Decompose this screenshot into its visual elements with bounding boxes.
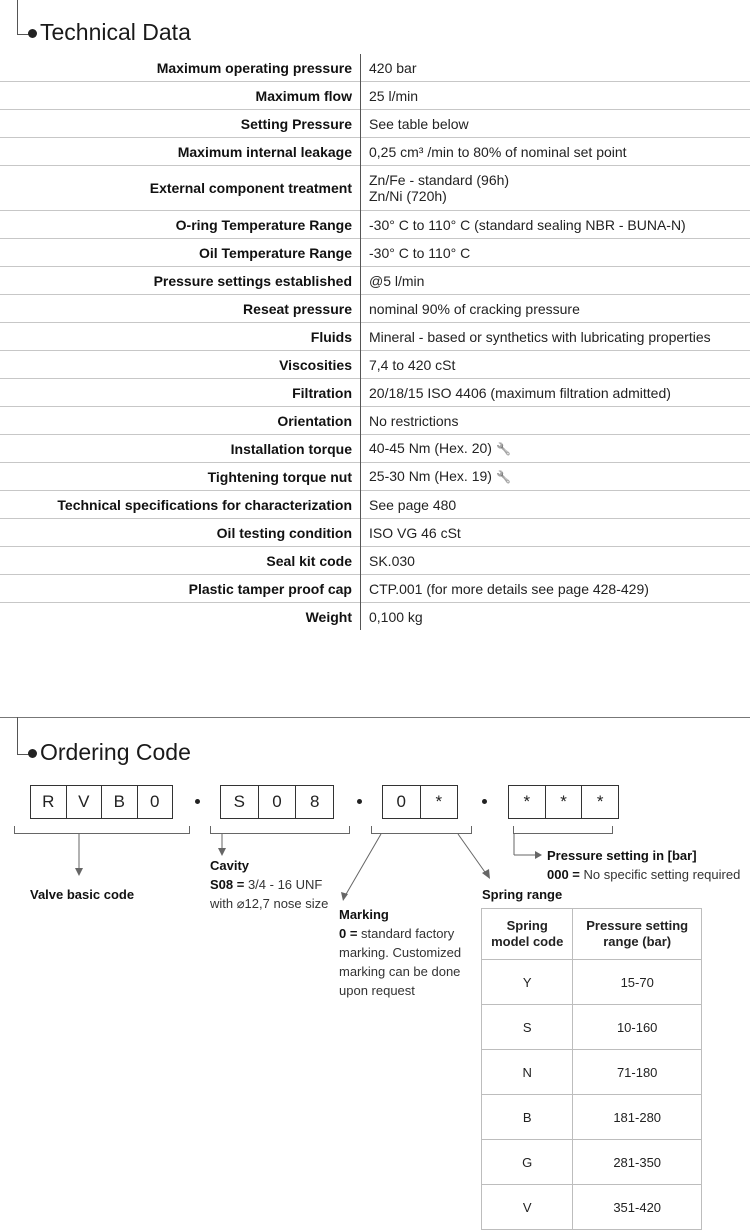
tech-value-text: Zn/Ni (720h) xyxy=(369,188,447,204)
pressure-range: 10-160 xyxy=(573,1005,702,1050)
code-char: 0 xyxy=(383,786,420,818)
tech-label: Filtration xyxy=(0,379,361,407)
pressure-range: 281-350 xyxy=(573,1140,702,1185)
tech-label: Seal kit code xyxy=(0,547,361,575)
code-char: * xyxy=(420,786,458,818)
code-char: 0 xyxy=(137,786,173,818)
tech-label: Setting Pressure xyxy=(0,110,361,138)
pressure-setting-note: Pressure setting in [bar] 000 = No specific setting required xyxy=(547,846,740,884)
wrench-icon: 🔧 xyxy=(496,442,511,456)
spring-range-table xyxy=(481,908,702,1230)
spring-col-header: Pressure setting range (bar) xyxy=(573,909,702,960)
tech-label: Maximum operating pressure xyxy=(0,54,361,82)
tech-label: External component treatment xyxy=(0,166,361,211)
spring-model-code: B xyxy=(482,1095,573,1140)
tech-label: Fluids xyxy=(0,323,361,351)
tech-label: Oil Temperature Range xyxy=(0,239,361,267)
tech-label: Viscosities xyxy=(0,351,361,379)
pressure-range: 15-70 xyxy=(573,960,702,1005)
tech-value-text: See page 480 xyxy=(369,497,456,513)
wrench-icon: 🔧 xyxy=(496,470,511,484)
code-char: * xyxy=(581,786,618,818)
tech-value-text: 20/18/15 ISO 4406 (maximum filtration admitted) xyxy=(369,385,671,401)
code-char: R xyxy=(31,786,66,818)
tech-label: Reseat pressure xyxy=(0,295,361,323)
tech-label: Plastic tamper proof cap xyxy=(0,575,361,603)
code-char: * xyxy=(545,786,582,818)
spring-model-code: G xyxy=(482,1140,573,1185)
cavity-note: Cavity S08 = 3/4 - 16 UNF with ⌀12,7 nose size xyxy=(210,856,328,913)
code-char: 8 xyxy=(295,786,333,818)
tech-value-text: -30° C to 110° C xyxy=(369,245,470,261)
tech-value-text: SK.030 xyxy=(369,553,415,569)
spring-model-code: V xyxy=(482,1185,573,1230)
tech-value-text: CTP.001 (for more details see page 428-429) xyxy=(369,581,649,597)
tech-label: Maximum internal leakage xyxy=(0,138,361,166)
code-char: V xyxy=(66,786,102,818)
marking-note: Marking 0 = standard factory marking. Customized marking can be done upon request xyxy=(339,905,461,1000)
tech-label: Pressure settings established xyxy=(0,267,361,295)
spring-model-code: Y xyxy=(482,960,573,1005)
spring-model-code: S xyxy=(482,1005,573,1050)
tech-value-text: Mineral - based or synthetics with lubricating properties xyxy=(369,329,711,345)
tech-value-text: 40-45 Nm (Hex. 20) xyxy=(369,440,492,456)
spring-row xyxy=(482,1050,702,1095)
pressure-range: 71-180 xyxy=(573,1050,702,1095)
pressure-range: 351-420 xyxy=(573,1185,702,1230)
code-char: 0 xyxy=(258,786,296,818)
tech-value-text: 420 bar xyxy=(369,60,416,76)
tech-value-text: 0,25 cm³ /min to 80% of nominal set point xyxy=(369,144,627,160)
pressure-range: 181-280 xyxy=(573,1095,702,1140)
tech-value-text: Zn/Fe - standard (96h) xyxy=(369,172,509,188)
code-char: B xyxy=(101,786,137,818)
spring-row xyxy=(482,960,702,1005)
tech-value-text: No restrictions xyxy=(369,413,458,429)
tech-label: Orientation xyxy=(0,407,361,435)
tech-label: Oil testing condition xyxy=(0,519,361,547)
valve-basic-code-label: Valve basic code xyxy=(30,885,134,904)
tech-label: Weight xyxy=(0,603,361,631)
ordering-code-title: Ordering Code xyxy=(40,739,191,766)
tech-value-text: See table below xyxy=(369,116,469,132)
tech-value-text: @5 l/min xyxy=(369,273,424,289)
tech-value-text: 7,4 to 420 cSt xyxy=(369,357,455,373)
spring-row xyxy=(482,1140,702,1185)
tech-label: O-ring Temperature Range xyxy=(0,211,361,239)
spring-col-header: Spring model code xyxy=(482,909,573,960)
tech-label: Tightening torque nut xyxy=(0,463,361,491)
tech-value-text: ISO VG 46 cSt xyxy=(369,525,461,541)
spring-model-code: N xyxy=(482,1050,573,1095)
spring-range-heading: Spring range xyxy=(482,885,562,904)
tech-value-text: nominal 90% of cracking pressure xyxy=(369,301,580,317)
tech-label: Maximum flow xyxy=(0,82,361,110)
spring-row xyxy=(482,1095,702,1140)
tech-value-text: 25 l/min xyxy=(369,88,418,104)
tech-value-text: 25-30 Nm (Hex. 19) xyxy=(369,468,492,484)
technical-data-title: Technical Data xyxy=(40,19,191,46)
tech-label: Technical specifications for characterization xyxy=(0,491,361,519)
code-char: S xyxy=(221,786,258,818)
tech-value-text: 0,100 kg xyxy=(369,609,423,625)
code-char: * xyxy=(509,786,545,818)
spring-row xyxy=(482,1005,702,1050)
spring-row xyxy=(482,1185,702,1230)
tech-label: Installation torque xyxy=(0,435,361,463)
tech-value-text: -30° C to 110° C (standard sealing NBR - BUNA-N) xyxy=(369,217,686,233)
